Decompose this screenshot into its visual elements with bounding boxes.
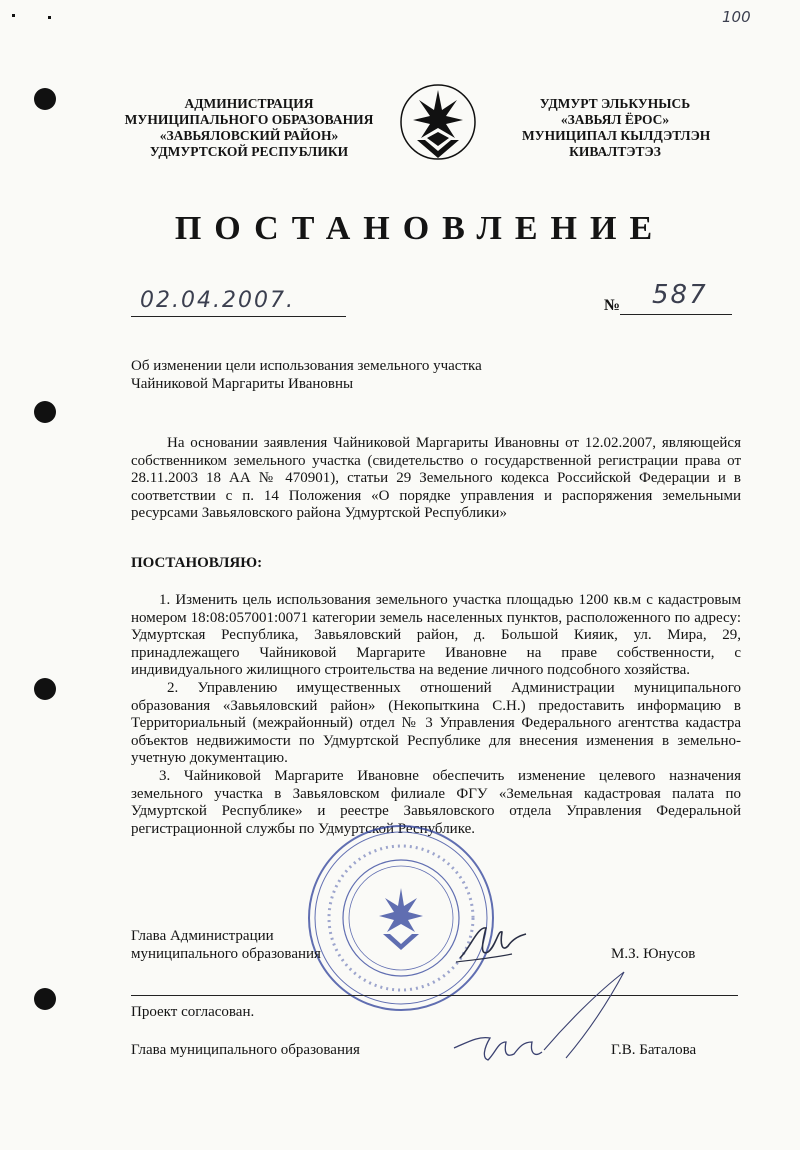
- signatory-title: [131, 927, 321, 963]
- header-left-line: АДМИНИСТРАЦИЯ: [184, 96, 314, 111]
- corner-mark: [48, 16, 51, 19]
- document-title: ПОСТАНОВЛЕНИЕ: [174, 210, 666, 247]
- intro-text: На основании заявления Чайниковой Маргариты Ивановны от 12.02.2007, являющейся собственником земельного участка (свидетельство о государственной регистрации права от 28.11.2003 18 АА № 470901), статьи 29 Земельного кодекса Российской Федерации и в соответствии с п. 14 Положения «О порядке управления и распоряжения земельными ресурсами Завьяловского района Удмуртской Республики»: [131, 435, 741, 522]
- header-left-line: МУНИЦИПАЛЬНОГО ОБРАЗОВАНИЯ: [124, 112, 374, 127]
- approval-label: Проект согласован.: [131, 1004, 255, 1020]
- resolve-heading: ПОСТАНОВЛЯЮ:: [131, 555, 263, 571]
- subject-line: Об изменении цели использования земельного участка: [131, 358, 482, 374]
- item-1: 1. Изменить цель использования земельного участка площадью 1200 кв.м с кадастровым номером 18:08:057001:0071 категории земель населенных пунктов, расположенного по адресу: Удмуртская Республика, Завьяловский район, д. Большой Кияик, ул. Мира, 29, принадлежащего Чайниковой Маргарите Ивановне на праве собственности, с индивидуального жилищного строительства на ведение личного подсобного хозяйства.: [131, 592, 741, 679]
- header-right-line: МУНИЦИПАЛ КЫЛДЭТЛЭН: [522, 128, 711, 143]
- header-right-line: КИВАЛТЭТЭЗ: [569, 144, 661, 159]
- coat-of-arms-emblem: [399, 76, 477, 172]
- intro-paragraph: [131, 435, 741, 523]
- punch-hole: [34, 88, 56, 110]
- subject: [131, 357, 482, 393]
- handwritten-signature: [452, 918, 532, 968]
- items-block: [131, 592, 741, 838]
- signatory-title-line: муниципального образования: [131, 946, 321, 962]
- approver-name: Г.В. Баталова: [611, 1042, 697, 1058]
- punch-hole: [34, 678, 56, 700]
- header-left-line: «ЗАВЬЯЛОВСКИЙ РАЙОН»: [159, 128, 339, 143]
- subject-line: Чайниковой Маргариты Ивановны: [131, 376, 354, 392]
- punch-hole: [34, 401, 56, 423]
- header-right: [522, 96, 711, 160]
- header-left-line: УДМУРТСКОЙ РЕСПУБЛИКИ: [149, 144, 349, 159]
- page-number: 100: [722, 8, 751, 26]
- punch-hole: [34, 988, 56, 1010]
- item-2: 2. Управлению имущественных отношений Администрации муниципального образования «Завьяловский район» (Некопыткина С.Н.) предоставить информацию в Территориальный (межрайонный) отдел № 3 Управления Федерального агентства кадастра объектов недвижимости по Удмуртской Республике для внесения изменения в земельно-учетную документацию.: [131, 679, 741, 767]
- corner-mark: [12, 14, 15, 17]
- signatory-title-line: Глава Администрации: [131, 928, 274, 944]
- header-right-line: «ЗАВЬЯЛ ЁРОС»: [560, 112, 670, 127]
- number-value: 587: [652, 280, 708, 310]
- signatory-name: М.З. Юнусов: [611, 946, 696, 962]
- header-right-line: УДМУРТ ЭЛЬКУНЫСЬ: [539, 96, 691, 111]
- item-3: 3. Чайниковой Маргарите Ивановне обеспечить изменение целевого назначения земельного участка в Завьяловском филиале ФГУ «Земельная кадастровая палата по Удмуртской Республике» и реестре Завьяловского отдела Управления Федеральной регистрационной службы по Удмуртской Республике.: [131, 767, 741, 837]
- date-value: 02.04.2007.: [140, 288, 295, 313]
- number-underline: [620, 314, 732, 315]
- header-left: [120, 96, 378, 160]
- approver-title: Глава муниципального образования: [131, 1042, 360, 1058]
- number-label: №: [604, 297, 621, 314]
- date-underline: [131, 316, 346, 317]
